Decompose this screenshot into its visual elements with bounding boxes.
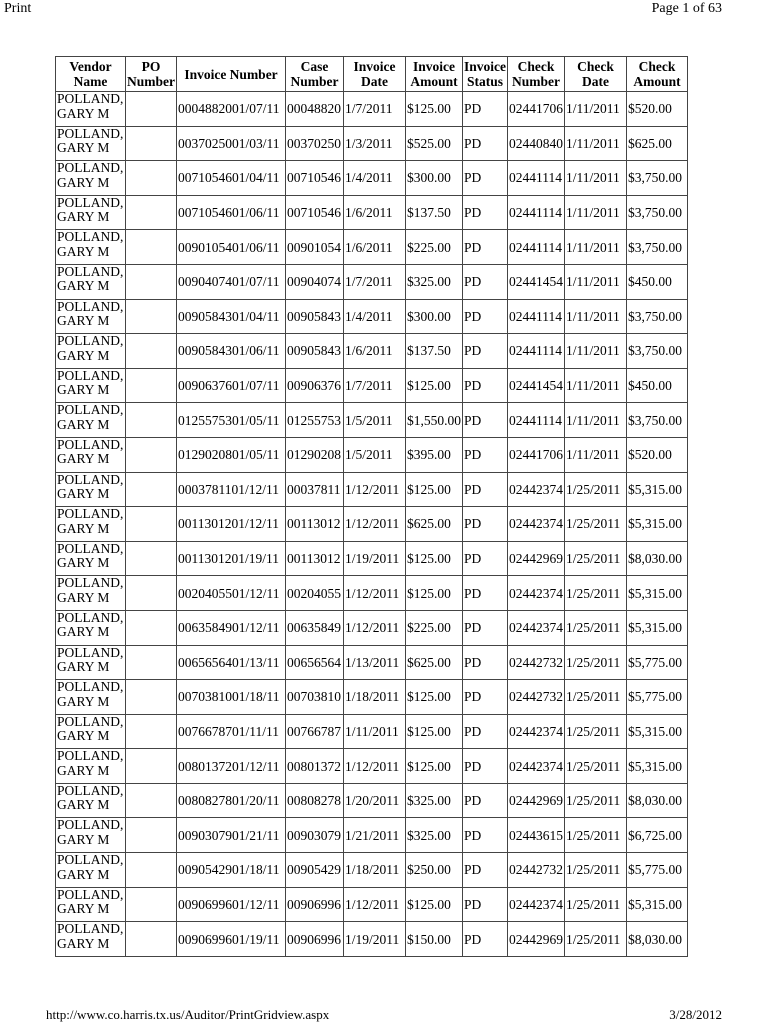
invoice-amount-cell: $125.00: [406, 887, 463, 922]
check-date-cell: 1/11/2011: [565, 92, 627, 127]
column-header-vendor-name: Vendor Name: [56, 57, 126, 92]
table-row: [56, 887, 688, 922]
invoice-amount-cell: $125.00: [406, 714, 463, 749]
table-row: [56, 299, 688, 334]
invoice-amount-cell: $300.00: [406, 161, 463, 196]
invoice-status-cell: PD: [463, 437, 508, 472]
case-number-cell: 00710546: [286, 195, 344, 230]
invoice-number-cell: 0125575301/05/11: [177, 403, 286, 438]
po-number-cell: [126, 161, 177, 196]
invoice-status-cell: PD: [463, 922, 508, 957]
check-amount-cell: $8,030.00: [627, 783, 688, 818]
invoice-number-cell: 0076678701/11/11: [177, 714, 286, 749]
invoice-date-cell: 1/19/2011: [344, 541, 406, 576]
invoice-amount-cell: $225.00: [406, 610, 463, 645]
invoice-number-cell: 0071054601/04/11: [177, 161, 286, 196]
invoice-amount-cell: $395.00: [406, 437, 463, 472]
check-number-cell: 02442969: [508, 783, 565, 818]
vendor-name-cell: POLLAND, GARY M: [56, 645, 126, 680]
case-number-cell: 00906996: [286, 887, 344, 922]
vendor-name-cell: POLLAND, GARY M: [56, 783, 126, 818]
invoice-amount-cell: $625.00: [406, 507, 463, 542]
vendor-name-cell: POLLAND, GARY M: [56, 922, 126, 957]
print-header: Print: [4, 1, 32, 16]
check-number-cell: 02441114: [508, 403, 565, 438]
check-amount-cell: $3,750.00: [627, 299, 688, 334]
table-row: [56, 714, 688, 749]
invoice-date-cell: 1/18/2011: [344, 680, 406, 715]
invoice-date-cell: 1/18/2011: [344, 853, 406, 888]
check-number-cell: 02441454: [508, 368, 565, 403]
invoice-amount-cell: $525.00: [406, 126, 463, 161]
table-row: [56, 853, 688, 888]
check-date-cell: 1/11/2011: [565, 230, 627, 265]
check-date-cell: 1/11/2011: [565, 161, 627, 196]
invoice-number-cell: 0090542901/18/11: [177, 853, 286, 888]
invoice-status-cell: PD: [463, 195, 508, 230]
check-number-cell: 02442969: [508, 541, 565, 576]
column-header-invoice-status: Invoice Status: [463, 57, 508, 92]
invoice-amount-cell: $325.00: [406, 783, 463, 818]
case-number-cell: 00703810: [286, 680, 344, 715]
vendor-name-cell: POLLAND, GARY M: [56, 126, 126, 161]
invoice-table: [55, 56, 688, 957]
invoice-status-cell: PD: [463, 645, 508, 680]
check-amount-cell: $3,750.00: [627, 230, 688, 265]
table-row: [56, 749, 688, 784]
check-number-cell: 02441114: [508, 161, 565, 196]
invoice-date-cell: 1/13/2011: [344, 645, 406, 680]
case-number-cell: 00204055: [286, 576, 344, 611]
invoice-date-cell: 1/4/2011: [344, 299, 406, 334]
case-number-cell: 00905429: [286, 853, 344, 888]
invoice-status-cell: PD: [463, 749, 508, 784]
vendor-name-cell: POLLAND, GARY M: [56, 334, 126, 369]
case-number-cell: 00901054: [286, 230, 344, 265]
po-number-cell: [126, 714, 177, 749]
case-number-cell: 00801372: [286, 749, 344, 784]
check-amount-cell: $5,315.00: [627, 610, 688, 645]
po-number-cell: [126, 507, 177, 542]
invoice-date-cell: 1/19/2011: [344, 922, 406, 957]
check-date-cell: 1/25/2011: [565, 818, 627, 853]
invoice-amount-cell: $150.00: [406, 922, 463, 957]
po-number-cell: [126, 541, 177, 576]
invoice-amount-cell: $125.00: [406, 368, 463, 403]
invoice-amount-cell: $625.00: [406, 645, 463, 680]
table-row: [56, 783, 688, 818]
invoice-date-cell: 1/4/2011: [344, 161, 406, 196]
table-header-row: [56, 57, 688, 92]
table-row: [56, 922, 688, 957]
invoice-status-cell: PD: [463, 783, 508, 818]
invoice-status-cell: PD: [463, 887, 508, 922]
check-date-cell: 1/25/2011: [565, 645, 627, 680]
check-number-cell: 02441114: [508, 230, 565, 265]
po-number-cell: [126, 403, 177, 438]
check-amount-cell: $5,775.00: [627, 853, 688, 888]
invoice-number-cell: 0071054601/06/11: [177, 195, 286, 230]
invoice-status-cell: PD: [463, 161, 508, 196]
check-number-cell: 02442969: [508, 922, 565, 957]
column-header-check-date: Check Date: [565, 57, 627, 92]
check-amount-cell: $5,315.00: [627, 507, 688, 542]
po-number-cell: [126, 576, 177, 611]
invoice-date-cell: 1/6/2011: [344, 195, 406, 230]
invoice-amount-cell: $125.00: [406, 576, 463, 611]
invoice-date-cell: 1/12/2011: [344, 507, 406, 542]
check-number-cell: 02442374: [508, 576, 565, 611]
invoice-date-cell: 1/12/2011: [344, 472, 406, 507]
check-amount-cell: $8,030.00: [627, 541, 688, 576]
check-date-cell: 1/11/2011: [565, 299, 627, 334]
case-number-cell: 00903079: [286, 818, 344, 853]
invoice-status-cell: PD: [463, 299, 508, 334]
check-amount-cell: $5,775.00: [627, 680, 688, 715]
po-number-cell: [126, 264, 177, 299]
check-number-cell: 02441114: [508, 334, 565, 369]
check-number-cell: 02441454: [508, 264, 565, 299]
invoice-date-cell: 1/6/2011: [344, 334, 406, 369]
check-amount-cell: $520.00: [627, 437, 688, 472]
invoice-number-cell: 0080137201/12/11: [177, 749, 286, 784]
check-date-cell: 1/25/2011: [565, 749, 627, 784]
table-row: [56, 680, 688, 715]
table-row: [56, 230, 688, 265]
invoice-amount-cell: $137.50: [406, 334, 463, 369]
invoice-amount-cell: $137.50: [406, 195, 463, 230]
invoice-date-cell: 1/11/2011: [344, 714, 406, 749]
check-amount-cell: $5,775.00: [627, 645, 688, 680]
po-number-cell: [126, 783, 177, 818]
check-number-cell: 02440840: [508, 126, 565, 161]
po-number-cell: [126, 299, 177, 334]
table-row: [56, 161, 688, 196]
check-date-cell: 1/25/2011: [565, 576, 627, 611]
vendor-name-cell: POLLAND, GARY M: [56, 610, 126, 645]
case-number-cell: 00904074: [286, 264, 344, 299]
check-number-cell: 02442374: [508, 472, 565, 507]
case-number-cell: 00808278: [286, 783, 344, 818]
table-row: [56, 472, 688, 507]
case-number-cell: 01290208: [286, 437, 344, 472]
invoice-amount-cell: $125.00: [406, 472, 463, 507]
case-number-cell: 00656564: [286, 645, 344, 680]
invoice-number-cell: 0129020801/05/11: [177, 437, 286, 472]
invoice-status-cell: PD: [463, 92, 508, 127]
check-date-cell: 1/11/2011: [565, 126, 627, 161]
vendor-name-cell: POLLAND, GARY M: [56, 161, 126, 196]
check-date-cell: 1/11/2011: [565, 195, 627, 230]
invoice-number-cell: 0090637601/07/11: [177, 368, 286, 403]
invoice-status-cell: PD: [463, 610, 508, 645]
vendor-name-cell: POLLAND, GARY M: [56, 749, 126, 784]
invoice-status-cell: PD: [463, 714, 508, 749]
invoice-status-cell: PD: [463, 403, 508, 438]
case-number-cell: 00766787: [286, 714, 344, 749]
invoice-amount-cell: $225.00: [406, 230, 463, 265]
vendor-name-cell: POLLAND, GARY M: [56, 403, 126, 438]
table-row: [56, 195, 688, 230]
check-number-cell: 02442732: [508, 853, 565, 888]
check-amount-cell: $5,315.00: [627, 749, 688, 784]
footer-date: 3/28/2012: [669, 1007, 722, 1022]
vendor-name-cell: POLLAND, GARY M: [56, 299, 126, 334]
vendor-name-cell: POLLAND, GARY M: [56, 853, 126, 888]
table-row: [56, 264, 688, 299]
vendor-name-cell: POLLAND, GARY M: [56, 818, 126, 853]
po-number-cell: [126, 922, 177, 957]
table-row: [56, 610, 688, 645]
vendor-name-cell: POLLAND, GARY M: [56, 887, 126, 922]
check-amount-cell: $5,315.00: [627, 576, 688, 611]
check-date-cell: 1/25/2011: [565, 680, 627, 715]
table-row: [56, 403, 688, 438]
vendor-name-cell: POLLAND, GARY M: [56, 714, 126, 749]
vendor-name-cell: POLLAND, GARY M: [56, 437, 126, 472]
invoice-number-cell: 0070381001/18/11: [177, 680, 286, 715]
case-number-cell: 01255753: [286, 403, 344, 438]
vendor-name-cell: POLLAND, GARY M: [56, 195, 126, 230]
check-date-cell: 1/25/2011: [565, 541, 627, 576]
invoice-status-cell: PD: [463, 507, 508, 542]
table-row: [56, 334, 688, 369]
check-date-cell: 1/11/2011: [565, 403, 627, 438]
check-number-cell: 02442374: [508, 714, 565, 749]
case-number-cell: 00906376: [286, 368, 344, 403]
column-header-check-number: Check Number: [508, 57, 565, 92]
po-number-cell: [126, 472, 177, 507]
check-date-cell: 1/25/2011: [565, 610, 627, 645]
case-number-cell: 00905843: [286, 299, 344, 334]
invoice-status-cell: PD: [463, 472, 508, 507]
po-number-cell: [126, 92, 177, 127]
invoice-status-cell: PD: [463, 126, 508, 161]
check-number-cell: 02441706: [508, 92, 565, 127]
check-amount-cell: $625.00: [627, 126, 688, 161]
case-number-cell: 00906996: [286, 922, 344, 957]
case-number-cell: 00113012: [286, 507, 344, 542]
check-amount-cell: $450.00: [627, 368, 688, 403]
table-row: [56, 818, 688, 853]
vendor-name-cell: POLLAND, GARY M: [56, 368, 126, 403]
invoice-amount-cell: $125.00: [406, 541, 463, 576]
case-number-cell: 00048820: [286, 92, 344, 127]
column-header-po-number: PO Number: [126, 57, 177, 92]
invoice-date-cell: 1/7/2011: [344, 92, 406, 127]
po-number-cell: [126, 368, 177, 403]
check-number-cell: 02442732: [508, 645, 565, 680]
invoice-number-cell: 0090584301/06/11: [177, 334, 286, 369]
check-number-cell: 02442732: [508, 680, 565, 715]
invoice-amount-cell: $300.00: [406, 299, 463, 334]
column-header-invoice-date: Invoice Date: [344, 57, 406, 92]
invoice-number-cell: 0004882001/07/11: [177, 92, 286, 127]
check-number-cell: 02442374: [508, 507, 565, 542]
invoice-amount-cell: $125.00: [406, 92, 463, 127]
invoice-status-cell: PD: [463, 541, 508, 576]
invoice-status-cell: PD: [463, 818, 508, 853]
invoice-status-cell: PD: [463, 576, 508, 611]
check-date-cell: 1/25/2011: [565, 507, 627, 542]
invoice-date-cell: 1/3/2011: [344, 126, 406, 161]
check-number-cell: 02441706: [508, 437, 565, 472]
table-row: [56, 368, 688, 403]
case-number-cell: 00037811: [286, 472, 344, 507]
check-date-cell: 1/11/2011: [565, 264, 627, 299]
vendor-name-cell: POLLAND, GARY M: [56, 264, 126, 299]
invoice-number-cell: 0090584301/04/11: [177, 299, 286, 334]
check-date-cell: 1/25/2011: [565, 922, 627, 957]
case-number-cell: 00710546: [286, 161, 344, 196]
column-header-case-number: Case Number: [286, 57, 344, 92]
invoice-status-cell: PD: [463, 264, 508, 299]
invoice-amount-cell: $125.00: [406, 749, 463, 784]
check-amount-cell: $3,750.00: [627, 334, 688, 369]
invoice-amount-cell: $325.00: [406, 264, 463, 299]
invoice-date-cell: 1/12/2011: [344, 887, 406, 922]
table-row: [56, 92, 688, 127]
invoice-status-cell: PD: [463, 680, 508, 715]
invoice-date-cell: 1/6/2011: [344, 230, 406, 265]
check-date-cell: 1/25/2011: [565, 853, 627, 888]
check-amount-cell: $5,315.00: [627, 714, 688, 749]
invoice-number-cell: 0020405501/12/11: [177, 576, 286, 611]
invoice-number-cell: 0090699601/12/11: [177, 887, 286, 922]
check-date-cell: 1/25/2011: [565, 472, 627, 507]
invoice-amount-cell: $125.00: [406, 680, 463, 715]
invoice-date-cell: 1/12/2011: [344, 576, 406, 611]
vendor-name-cell: POLLAND, GARY M: [56, 541, 126, 576]
column-header-invoice-number: Invoice Number: [177, 57, 286, 92]
table-row: [56, 437, 688, 472]
check-date-cell: 1/25/2011: [565, 714, 627, 749]
vendor-name-cell: POLLAND, GARY M: [56, 92, 126, 127]
check-date-cell: 1/11/2011: [565, 334, 627, 369]
check-amount-cell: $8,030.00: [627, 922, 688, 957]
po-number-cell: [126, 887, 177, 922]
po-number-cell: [126, 610, 177, 645]
case-number-cell: 00113012: [286, 541, 344, 576]
check-amount-cell: $5,315.00: [627, 472, 688, 507]
invoice-date-cell: 1/5/2011: [344, 403, 406, 438]
invoice-status-cell: PD: [463, 853, 508, 888]
invoice-number-cell: 0065656401/13/11: [177, 645, 286, 680]
column-header-check-amount: Check Amount: [627, 57, 688, 92]
check-number-cell: 02441114: [508, 299, 565, 334]
check-amount-cell: $3,750.00: [627, 403, 688, 438]
invoice-number-cell: 0011301201/12/11: [177, 507, 286, 542]
invoice-amount-cell: $1,550.00: [406, 403, 463, 438]
table-row: [56, 541, 688, 576]
vendor-name-cell: POLLAND, GARY M: [56, 680, 126, 715]
page-indicator: Page 1 of 63: [651, 1, 722, 16]
invoice-number-cell: 0063584901/12/11: [177, 610, 286, 645]
table-row: [56, 126, 688, 161]
table-row: [56, 645, 688, 680]
check-date-cell: 1/25/2011: [565, 783, 627, 818]
po-number-cell: [126, 818, 177, 853]
check-number-cell: 02442374: [508, 749, 565, 784]
invoice-number-cell: 0003781101/12/11: [177, 472, 286, 507]
invoice-number-cell: 0090699601/19/11: [177, 922, 286, 957]
invoice-date-cell: 1/5/2011: [344, 437, 406, 472]
invoice-number-cell: 0090307901/21/11: [177, 818, 286, 853]
invoice-date-cell: 1/7/2011: [344, 264, 406, 299]
invoice-status-cell: PD: [463, 368, 508, 403]
case-number-cell: 00905843: [286, 334, 344, 369]
check-amount-cell: $5,315.00: [627, 887, 688, 922]
invoice-number-cell: 0090407401/07/11: [177, 264, 286, 299]
vendor-name-cell: POLLAND, GARY M: [56, 576, 126, 611]
po-number-cell: [126, 853, 177, 888]
invoice-date-cell: 1/7/2011: [344, 368, 406, 403]
check-amount-cell: $6,725.00: [627, 818, 688, 853]
column-header-invoice-amount: Invoice Amount: [406, 57, 463, 92]
footer-url: http://www.co.harris.tx.us/Auditor/PrintGridview.aspx: [46, 1007, 330, 1022]
invoice-date-cell: 1/12/2011: [344, 749, 406, 784]
check-amount-cell: $450.00: [627, 264, 688, 299]
check-date-cell: 1/25/2011: [565, 887, 627, 922]
po-number-cell: [126, 195, 177, 230]
po-number-cell: [126, 645, 177, 680]
invoice-number-cell: 0090105401/06/11: [177, 230, 286, 265]
po-number-cell: [126, 230, 177, 265]
po-number-cell: [126, 749, 177, 784]
check-date-cell: 1/11/2011: [565, 437, 627, 472]
po-number-cell: [126, 126, 177, 161]
check-date-cell: 1/11/2011: [565, 368, 627, 403]
invoice-status-cell: PD: [463, 230, 508, 265]
invoice-date-cell: 1/20/2011: [344, 783, 406, 818]
invoice-date-cell: 1/21/2011: [344, 818, 406, 853]
check-number-cell: 02442374: [508, 610, 565, 645]
invoice-date-cell: 1/12/2011: [344, 610, 406, 645]
check-amount-cell: $3,750.00: [627, 161, 688, 196]
check-number-cell: 02441114: [508, 195, 565, 230]
table-row: [56, 507, 688, 542]
vendor-name-cell: POLLAND, GARY M: [56, 230, 126, 265]
invoice-number-cell: 0037025001/03/11: [177, 126, 286, 161]
vendor-name-cell: POLLAND, GARY M: [56, 472, 126, 507]
case-number-cell: 00635849: [286, 610, 344, 645]
po-number-cell: [126, 680, 177, 715]
po-number-cell: [126, 437, 177, 472]
table-row: [56, 576, 688, 611]
vendor-name-cell: POLLAND, GARY M: [56, 507, 126, 542]
po-number-cell: [126, 334, 177, 369]
check-amount-cell: $3,750.00: [627, 195, 688, 230]
invoice-amount-cell: $250.00: [406, 853, 463, 888]
check-number-cell: 02443615: [508, 818, 565, 853]
case-number-cell: 00370250: [286, 126, 344, 161]
invoice-amount-cell: $325.00: [406, 818, 463, 853]
invoice-number-cell: 0011301201/19/11: [177, 541, 286, 576]
check-number-cell: 02442374: [508, 887, 565, 922]
check-amount-cell: $520.00: [627, 92, 688, 127]
invoice-number-cell: 0080827801/20/11: [177, 783, 286, 818]
invoice-status-cell: PD: [463, 334, 508, 369]
